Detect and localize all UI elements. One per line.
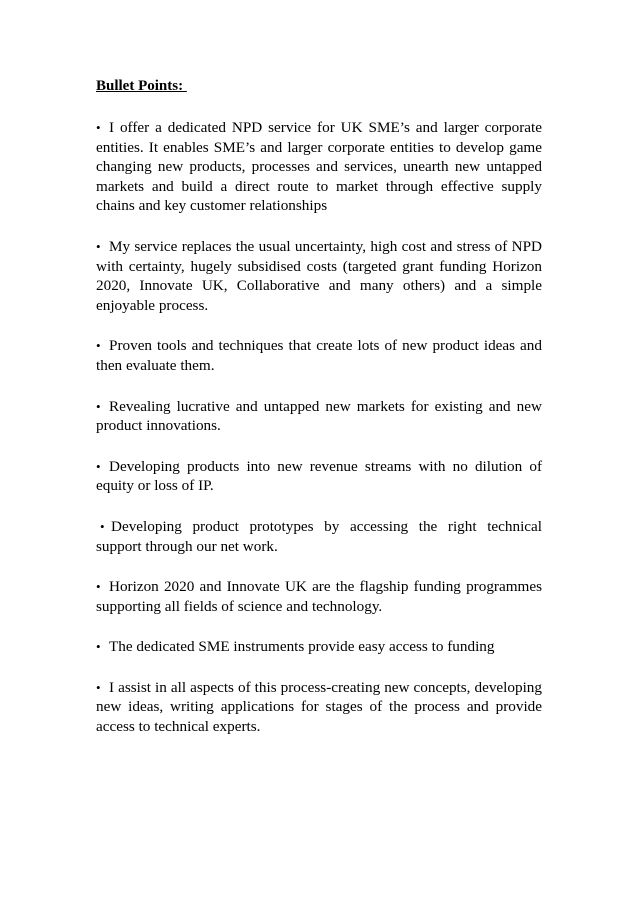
bullet-text: My service replaces the usual uncertainty, high cost and stress of NPD with certainty, hugely subsidised costs (targeted grant funding Horizon 2020, Innovate UK, Collaborative and many others) and a simple enjoyable process. [96,237,542,314]
bullet-text: Developing product prototypes by accessing the right technical support through our net work. [96,517,542,555]
bullet-icon: • [96,458,101,474]
bullet-item-2 [96,237,542,315]
bullet-item-6 [96,517,542,556]
bullet-icon: • [100,518,105,534]
bullet-icon: • [96,338,101,354]
bullet-item-5 [96,457,542,496]
bullet-item-9 [96,678,542,737]
bullet-item-3 [96,336,542,375]
document-page [96,76,542,758]
section-heading: Bullet Points: [96,78,187,94]
bullet-icon: • [96,238,101,254]
bullet-icon: • [96,398,101,414]
bullet-text: I assist in all aspects of this process-creating new concepts, developing new ideas, writing applications for stages of the process and provide access to technical experts. [96,678,542,736]
bullet-item-8 [96,637,542,657]
bullet-text: I offer a dedicated NPD service for UK SME’s and larger corporate entities. It enables SME’s and larger corporate entities to develop game changing new products, processes and services, unearth new untapped markets and build a direct route to market through effective supply chains and key customer relationships [96,119,542,215]
bullet-text: The dedicated SME instruments provide easy access to funding [109,638,495,656]
bullet-item-1 [96,118,542,216]
bullet-text: Revealing lucrative and untapped new markets for existing and new product innovations. [96,397,542,435]
bullet-item-7 [96,577,542,616]
bullet-text: Developing products into new revenue streams with no dilution of equity or loss of IP. [96,457,542,495]
bullet-icon: • [96,639,101,655]
bullet-text: Proven tools and techniques that create lots of new product ideas and then evaluate them. [96,337,542,374]
bullet-icon: • [96,120,101,135]
bullet-text: Horizon 2020 and Innovate UK are the flagship funding programmes supporting all fields of science and technology. [96,578,542,615]
bullet-icon: • [96,679,101,695]
bullet-item-4 [96,397,542,436]
bullet-icon: • [96,579,101,595]
